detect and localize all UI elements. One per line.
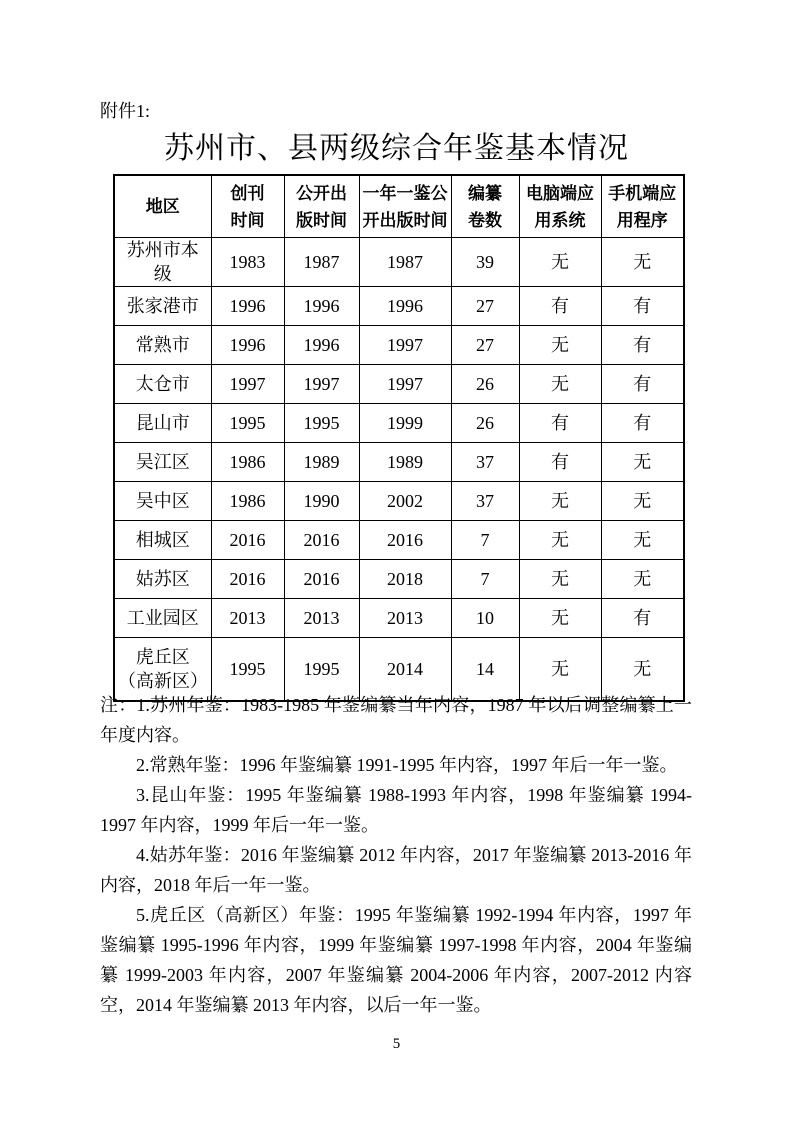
- value-cell: 2013: [211, 599, 284, 638]
- region-cell: 吴中区: [114, 482, 211, 521]
- column-header-line: 用系统: [534, 210, 586, 230]
- value-cell: 1996: [211, 287, 284, 326]
- region-cell: 工业园区: [114, 599, 211, 638]
- value-cell: 有: [601, 404, 684, 443]
- column-header-line: 创刊: [230, 183, 265, 203]
- value-cell: 1995: [284, 404, 359, 443]
- value-cell: 有: [601, 365, 684, 404]
- value-cell: 1995: [211, 404, 284, 443]
- value-cell: 2002: [359, 482, 451, 521]
- region-cell: 姑苏区: [114, 560, 211, 599]
- value-cell: 1986: [211, 443, 284, 482]
- value-cell: 1995: [284, 638, 359, 702]
- value-cell: 无: [601, 638, 684, 702]
- value-cell: 39: [451, 238, 519, 287]
- value-cell: 1996: [284, 287, 359, 326]
- region-cell: 太仓市: [114, 365, 211, 404]
- value-cell: 7: [451, 560, 519, 599]
- region-cell: 苏州市本级: [114, 238, 211, 287]
- table-row: [114, 287, 684, 326]
- value-cell: 7: [451, 521, 519, 560]
- value-cell: 无: [519, 521, 601, 560]
- table-header: [114, 175, 684, 238]
- table-row: [114, 443, 684, 482]
- value-cell: 2013: [284, 599, 359, 638]
- region-cell: 相城区: [114, 521, 211, 560]
- value-cell: 27: [451, 326, 519, 365]
- value-cell: 26: [451, 404, 519, 443]
- value-cell: 2018: [359, 560, 451, 599]
- value-cell: 2014: [359, 638, 451, 702]
- value-cell: 14: [451, 638, 519, 702]
- value-cell: 有: [519, 404, 601, 443]
- value-cell: 2016: [211, 560, 284, 599]
- note-paragraph-4: 4.姑苏年鉴：2016 年鉴编纂 2012 年内容，2017 年鉴编纂 2013-2016 年内容，2018 年后一年一鉴。: [100, 845, 692, 895]
- note-paragraph-5: 5.虎丘区（高新区）年鉴：1995 年鉴编纂 1992-1994 年内容，1997 年鉴编纂 1995-1996 年内容，1999 年鉴编纂 1997-1998 年内容，2004 年鉴编纂 1999-2003 年内容，2007 年鉴编纂 2004-2006 年内容，2007-2012 内容空，2014 年鉴编纂 2013 年内容，以后一年一鉴。: [100, 905, 692, 1015]
- table-row: [114, 238, 684, 287]
- table-row: [114, 365, 684, 404]
- table-row: [114, 326, 684, 365]
- value-cell: 无: [519, 238, 601, 287]
- value-cell: 无: [601, 560, 684, 599]
- column-header-line: 电脑端应: [526, 183, 594, 203]
- region-cell: 吴江区: [114, 443, 211, 482]
- notes-section: [100, 690, 692, 1020]
- value-cell: 无: [519, 365, 601, 404]
- value-cell: 1995: [211, 638, 284, 702]
- column-header: [601, 175, 684, 238]
- value-cell: 无: [601, 443, 684, 482]
- value-cell: 2016: [211, 521, 284, 560]
- value-cell: 2016: [284, 521, 359, 560]
- page-title: 苏州市、县两级综合年鉴基本情况: [164, 132, 629, 165]
- value-cell: 1999: [359, 404, 451, 443]
- column-header: [359, 175, 451, 238]
- column-header: [519, 175, 601, 238]
- region-cell: 昆山市: [114, 404, 211, 443]
- value-cell: 1987: [284, 238, 359, 287]
- value-cell: 无: [601, 521, 684, 560]
- value-cell: 1997: [359, 326, 451, 365]
- note-paragraph-1: 注：1.苏州年鉴：1983-1985 年鉴编纂当年内容，1987 年以后调整编纂上一年度内容。: [100, 695, 692, 745]
- value-cell: 1989: [284, 443, 359, 482]
- value-cell: 10: [451, 599, 519, 638]
- column-header-line: 一年一鉴公: [362, 183, 448, 203]
- table-row: [114, 404, 684, 443]
- column-header-line: 地区: [145, 197, 180, 216]
- table-header-row: [114, 175, 684, 238]
- column-header: [114, 175, 211, 238]
- value-cell: 有: [519, 443, 601, 482]
- column-header-line: 用程序: [616, 210, 668, 230]
- note-paragraph-2: 2.常熟年鉴：1996 年鉴编纂 1991-1995 年内容，1997 年后一年一鉴。: [136, 755, 678, 775]
- note-paragraph-3: 3.昆山年鉴：1995 年鉴编纂 1988-1993 年内容，1998 年鉴编纂 1994-1997 年内容，1999 年后一年一鉴。: [100, 785, 692, 835]
- value-cell: 有: [601, 287, 684, 326]
- value-cell: 27: [451, 287, 519, 326]
- column-header-line: 公开出: [296, 183, 347, 203]
- value-cell: 无: [519, 326, 601, 365]
- column-header-line: 版时间: [296, 210, 347, 230]
- value-cell: 2016: [359, 521, 451, 560]
- column-header: [284, 175, 359, 238]
- region-cell: 虎丘区（高新区）: [114, 638, 211, 702]
- table-row: [114, 560, 684, 599]
- table-row: [114, 521, 684, 560]
- table-row: [114, 482, 684, 521]
- attachment-label: 附件1:: [100, 101, 151, 121]
- yearbook-table: [113, 174, 685, 702]
- column-header: [451, 175, 519, 238]
- column-header-line: 手机端应: [608, 183, 677, 203]
- value-cell: 1996: [359, 287, 451, 326]
- table-row: [114, 599, 684, 638]
- value-cell: 无: [519, 560, 601, 599]
- value-cell: 1989: [359, 443, 451, 482]
- value-cell: 2013: [359, 599, 451, 638]
- value-cell: 1997: [284, 365, 359, 404]
- value-cell: 无: [519, 638, 601, 702]
- value-cell: 1983: [211, 238, 284, 287]
- value-cell: 2016: [284, 560, 359, 599]
- column-header-line: 编纂: [468, 183, 502, 203]
- value-cell: 1990: [284, 482, 359, 521]
- page-number: 5: [392, 1036, 401, 1052]
- column-header-line: 开出版时间: [362, 210, 448, 230]
- value-cell: 1996: [211, 326, 284, 365]
- column-header: [211, 175, 284, 238]
- value-cell: 1997: [211, 365, 284, 404]
- region-cell: 常熟市: [114, 326, 211, 365]
- region-cell: 张家港市: [114, 287, 211, 326]
- value-cell: 1997: [359, 365, 451, 404]
- value-cell: 无: [519, 482, 601, 521]
- value-cell: 无: [601, 482, 684, 521]
- value-cell: 26: [451, 365, 519, 404]
- value-cell: 1987: [359, 238, 451, 287]
- value-cell: 37: [451, 482, 519, 521]
- value-cell: 有: [601, 599, 684, 638]
- table-body: [114, 238, 684, 702]
- value-cell: 无: [519, 599, 601, 638]
- column-header-line: 卷数: [468, 210, 502, 230]
- column-header-line: 时间: [230, 210, 265, 230]
- value-cell: 1986: [211, 482, 284, 521]
- value-cell: 1996: [284, 326, 359, 365]
- value-cell: 有: [601, 326, 684, 365]
- value-cell: 37: [451, 443, 519, 482]
- value-cell: 有: [519, 287, 601, 326]
- value-cell: 无: [601, 238, 684, 287]
